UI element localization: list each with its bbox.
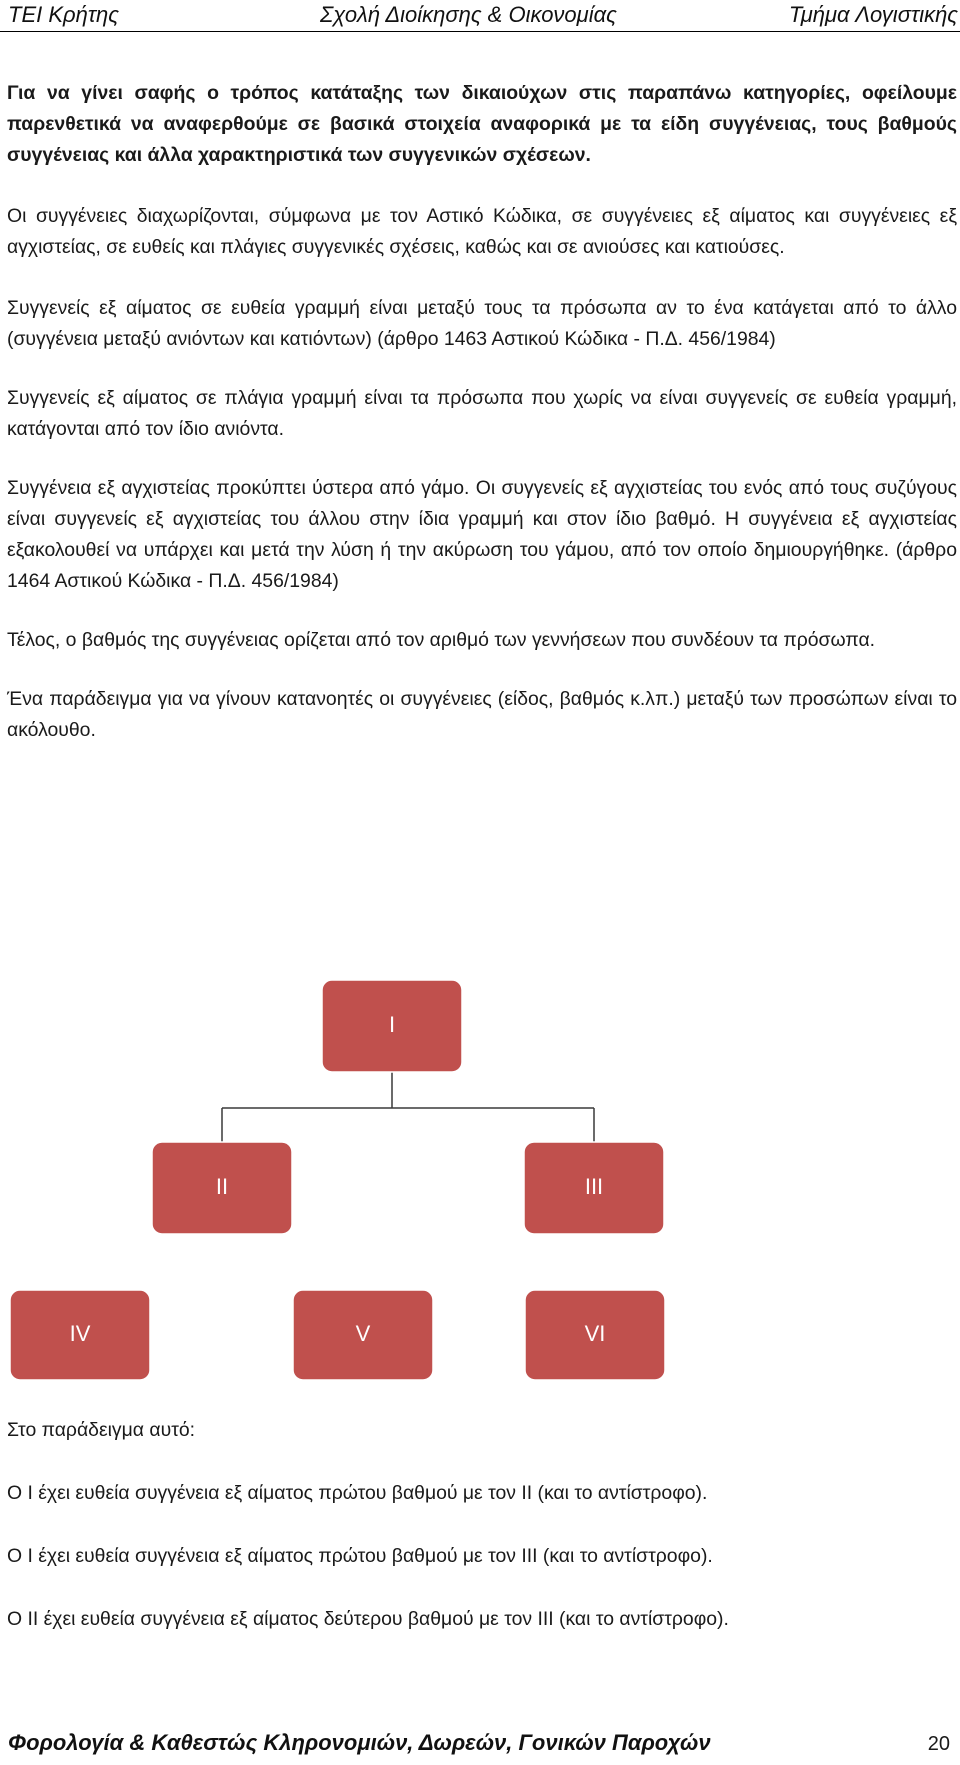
node-v bbox=[293, 1290, 433, 1380]
kinship-diagram bbox=[0, 980, 960, 1380]
header-institution: ΤΕΙ Κρήτης bbox=[8, 2, 119, 27]
header-department: Τμήμα Λογιστικής bbox=[788, 2, 958, 27]
node-vi bbox=[525, 1290, 665, 1380]
header-school: Σχολή Διοίκησης & Οικονομίας bbox=[320, 2, 617, 27]
paragraph-example-intro: Ένα παράδειγμα για να γίνουν κατανοητές οι συγγένειες (είδος, βαθμός κ.λπ.) μεταξύ των προσώπων είναι το ακόλουθο. bbox=[7, 688, 957, 741]
paragraph-intro: Για να γίνει σαφής ο τρόπος κατάταξης των δικαιούχων στις παραπάνω κατηγορίες, οφείλουμε παρενθετικά να αναφερθούμε σε βασικά στοιχεία αναφορικά με τα είδη συγγένειας, τους βαθμούς συγγένειας και άλλα χαρακτηριστικά των συγγενικών σχέσεων. bbox=[7, 82, 957, 166]
page-footer: Φορολογία & Καθεστώς Κληρονομιών, Δωρεών, Γονικών Παροχών bbox=[8, 1730, 711, 1755]
node-ii bbox=[152, 1142, 292, 1234]
node-i bbox=[322, 980, 462, 1072]
paragraph-degree: Τέλος, ο βαθμός της συγγένειας ορίζεται από τον αριθμό των γεννήσεων που συνδέουν τα πρόσωπα. bbox=[7, 629, 876, 651]
node-iii-label: III bbox=[584, 1173, 604, 1199]
paragraph-kinship-types: Οι συγγένειες διαχωρίζονται, σύμφωνα με τον Αστικό Κώδικα, σε συγγένειες εξ αίματος και συγγένειες εξ αγχιστείας, σε ευθείς και πλάγιες συγγενικές σχέσεις, καθώς και σε ανιούσες και κατιούσες. bbox=[7, 205, 957, 258]
node-iii bbox=[524, 1142, 664, 1234]
node-iv-label: IV bbox=[69, 1320, 91, 1346]
paragraph-direct-blood: Συγγενείς εξ αίματος σε ευθεία γραμμή είναι μεταξύ τους τα πρόσωπα αν το ένα κατάγεται από το άλλο (συγγένεια μεταξύ ανιόντων και κατιόντων) (άρθρο 1463 Αστικού Κώδικα - Π.Δ. 456/1984) bbox=[7, 297, 957, 350]
kinship-tree-svg bbox=[0, 980, 960, 1380]
page-number: 20 bbox=[927, 1733, 950, 1755]
node-vi-label: VI bbox=[584, 1320, 606, 1346]
example-line-2: Ο Ι έχει ευθεία συγγένεια εξ αίματος πρώτου βαθμού με τον ΙΙΙ (και το αντίστροφο). bbox=[7, 1545, 713, 1567]
example-intro: Στο παράδειγμα αυτό: bbox=[7, 1419, 196, 1441]
node-ii-label: II bbox=[215, 1173, 229, 1199]
paragraph-affinity: Συγγένεια εξ αγχιστείας προκύπτει ύστερα από γάμο. Οι συγγενείς εξ αγχιστείας του ενός από τους συζύγους είναι συγγενείς εξ αγχιστείας του άλλου στην ίδια γραμμή και στον ίδιο βαθμό. Η συγγένεια εξ αγχιστείας εξακολουθεί να υπάρχει και μετά την λύση ή την ακύρωση του γάμου, από τον οποίο δημιουργήθηκε. (άρθρο 1464 Αστικού Κώδικα - Π.Δ. 456/1984) bbox=[7, 477, 957, 592]
header-rule bbox=[0, 31, 960, 32]
node-v-label: V bbox=[355, 1320, 371, 1346]
example-line-1: Ο Ι έχει ευθεία συγγένεια εξ αίματος πρώτου βαθμού με τον ΙΙ (και το αντίστροφο). bbox=[7, 1482, 708, 1504]
node-iv bbox=[10, 1290, 150, 1380]
paragraph-collateral-blood: Συγγενείς εξ αίματος σε πλάγια γραμμή είναι τα πρόσωπα που χωρίς να είναι συγγενείς σε ευθεία γραμμή, κατάγονται από τον ίδιο ανιόντα. bbox=[7, 387, 957, 440]
example-text bbox=[7, 1415, 957, 1667]
body-text bbox=[7, 78, 957, 776]
page-header bbox=[0, 0, 960, 34]
connector-i-to-children bbox=[222, 1072, 594, 1142]
node-i-label: I bbox=[388, 1011, 396, 1037]
example-line-3: Ο ΙΙ έχει ευθεία συγγένεια εξ αίματος δεύτερου βαθμού με τον ΙΙΙ (και το αντίστροφο). bbox=[7, 1608, 729, 1630]
